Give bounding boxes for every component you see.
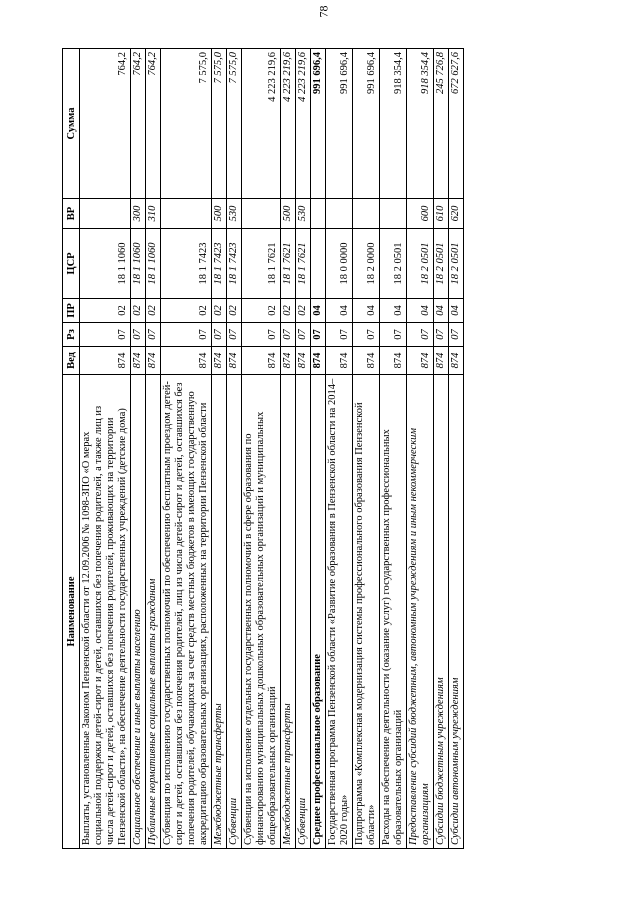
cell-name: Межбюджетные трансферты	[281, 375, 296, 849]
cell-pr: 02	[146, 299, 161, 323]
table-header-row	[63, 49, 80, 849]
cell-csr: 18 1 7621	[296, 229, 311, 299]
cell-name: Предоставление субсидий бюджетным, автономным учреждениям и иным некоммерческим организациям	[407, 375, 434, 849]
cell-rz: 07	[161, 323, 212, 347]
cell-sum: 245 726,8	[434, 49, 449, 199]
cell-csr: 18 1 7423	[212, 229, 227, 299]
cell-name: Подпрограмма «Комплексная модернизация системы профессионального образования Пензенской области»	[353, 375, 380, 849]
table-row	[380, 49, 407, 849]
header-ved: Вед	[63, 347, 80, 375]
cell-vr: 620	[449, 199, 464, 229]
cell-csr: 18 1 1060	[146, 229, 161, 299]
header-vr: ВР	[63, 199, 80, 229]
cell-csr: 18 1 1060	[80, 229, 131, 299]
cell-name: Публичные нормативные социальные выплаты гражданам	[146, 375, 161, 849]
cell-pr: 04	[353, 299, 380, 323]
cell-name: Межбюджетные трансферты	[212, 375, 227, 849]
cell-sum: 918 354,4	[407, 49, 434, 199]
header-pr: ПР	[63, 299, 80, 323]
cell-pr: 04	[434, 299, 449, 323]
table-row	[449, 49, 464, 849]
rotated-page-content	[62, 49, 556, 849]
cell-rz: 07	[227, 323, 242, 347]
table-row	[353, 49, 380, 849]
cell-vr: 530	[296, 199, 311, 229]
table-row	[281, 49, 296, 849]
cell-name: Субвенции на исполнение отдельных государственных полномочий в сфере образования по финансированию муниципальных дошкольных образовательных организаций и муниципальных общеобразовательных организаций	[242, 375, 281, 849]
cell-vr: 300	[131, 199, 146, 229]
cell-sum: 764,2	[80, 49, 131, 199]
cell-sum: 7 575,0	[227, 49, 242, 199]
cell-csr: 18 1 1060	[131, 229, 146, 299]
cell-csr: 18 2 0501	[380, 229, 407, 299]
cell-sum: 991 696,4	[353, 49, 380, 199]
cell-pr: 02	[161, 299, 212, 323]
cell-vr: 310	[146, 199, 161, 229]
cell-sum: 991 696,4	[326, 49, 353, 199]
cell-pr: 04	[380, 299, 407, 323]
cell-ved: 874	[434, 347, 449, 375]
cell-ved: 874	[353, 347, 380, 375]
cell-sum: 4 223 219,6	[242, 49, 281, 199]
cell-pr: 02	[131, 299, 146, 323]
cell-name: Субвенция по исполнению государственных полномочий по обеспечению бесплатным проездом детей-сирот и детей, оставшихся без попечения родителей, лиц из числа детей-сирот и детей, оставшихся без попечения родителей, обучающихся за счет средств местных бюджетов в имеющих государственную аккредитацию образовательных организациях, расположенных на территории Пензенской области	[161, 375, 212, 849]
cell-ved: 874	[281, 347, 296, 375]
cell-rz: 07	[380, 323, 407, 347]
cell-vr: 530	[227, 199, 242, 229]
header-csr: ЦСР	[63, 229, 80, 299]
cell-pr: 02	[227, 299, 242, 323]
cell-vr: 500	[212, 199, 227, 229]
cell-rz: 07	[281, 323, 296, 347]
cell-rz: 07	[311, 323, 326, 347]
cell-vr	[242, 199, 281, 229]
cell-pr: 02	[296, 299, 311, 323]
cell-vr	[80, 199, 131, 229]
cell-sum: 4 223 219,6	[281, 49, 296, 199]
cell-csr	[311, 229, 326, 299]
cell-csr: 18 2 0501	[449, 229, 464, 299]
cell-rz: 07	[407, 323, 434, 347]
cell-csr: 18 2 0501	[434, 229, 449, 299]
header-name: Наименование	[63, 375, 80, 849]
cell-vr	[311, 199, 326, 229]
cell-vr	[326, 199, 353, 229]
cell-csr: 18 1 7621	[242, 229, 281, 299]
cell-ved: 874	[407, 347, 434, 375]
cell-sum: 7 575,0	[161, 49, 212, 199]
header-rz: Рз	[63, 323, 80, 347]
cell-pr: 04	[449, 299, 464, 323]
cell-ved: 874	[80, 347, 131, 375]
cell-name: Субвенции	[296, 375, 311, 849]
cell-name: Субсидии автономным учреждениям	[449, 375, 464, 849]
cell-rz: 07	[146, 323, 161, 347]
cell-csr: 18 2 0501	[407, 229, 434, 299]
cell-pr: 02	[212, 299, 227, 323]
cell-vr: 600	[407, 199, 434, 229]
cell-csr: 18 2 0000	[353, 229, 380, 299]
cell-sum: 764,2	[146, 49, 161, 199]
cell-vr: 500	[281, 199, 296, 229]
table-row	[326, 49, 353, 849]
table-row	[146, 49, 161, 849]
table-row	[80, 49, 131, 849]
cell-ved: 874	[161, 347, 212, 375]
cell-rz: 07	[326, 323, 353, 347]
cell-pr: 02	[242, 299, 281, 323]
cell-rz: 07	[80, 323, 131, 347]
cell-name: Государственная программа Пензенской области «Развитие образования в Пензенской области на 2014–2020 годы»	[326, 375, 353, 849]
cell-vr	[353, 199, 380, 229]
cell-ved: 874	[296, 347, 311, 375]
cell-pr: 04	[311, 299, 326, 323]
cell-rz: 07	[449, 323, 464, 347]
budget-table	[62, 48, 464, 849]
header-sum: Сумма	[63, 49, 80, 199]
cell-name: Выплаты, установленные Законом Пензенской области от 12.09.2006 № 1098-ЗПО «О мерах социальной поддержки детей-сирот и детей, оставшихся без попечения родителей, а также лиц из числа детей-сирот и детей, оставшихся без попечения родителей, проживающих на территории Пензенской области», на обеспечение деятельности государственных учреждений (детские дома)	[80, 375, 131, 849]
cell-name: Социальное обеспечение и иные выплаты населению	[131, 375, 146, 849]
cell-ved: 874	[212, 347, 227, 375]
cell-csr: 18 1 7621	[281, 229, 296, 299]
cell-rz: 07	[131, 323, 146, 347]
cell-pr: 04	[407, 299, 434, 323]
cell-ved: 874	[449, 347, 464, 375]
cell-ved: 874	[227, 347, 242, 375]
cell-vr	[380, 199, 407, 229]
table-row	[212, 49, 227, 849]
table-row	[296, 49, 311, 849]
cell-csr: 18 1 7423	[227, 229, 242, 299]
cell-sum: 7 575,0	[212, 49, 227, 199]
cell-sum: 672 627,6	[449, 49, 464, 199]
cell-sum: 918 354,4	[380, 49, 407, 199]
cell-name: Субсидии бюджетным учреждениям	[434, 375, 449, 849]
cell-pr: 02	[281, 299, 296, 323]
cell-pr: 02	[80, 299, 131, 323]
cell-csr: 18 1 7423	[161, 229, 212, 299]
cell-sum: 764,2	[131, 49, 146, 199]
cell-csr: 18 0 0000	[326, 229, 353, 299]
table-row	[131, 49, 146, 849]
cell-name: Расходы на обеспечение деятельности (оказание услуг) государственных профессиональных образовательных организаций	[380, 375, 407, 849]
table-row	[227, 49, 242, 849]
cell-ved: 874	[311, 347, 326, 375]
cell-ved: 874	[242, 347, 281, 375]
table-row	[242, 49, 281, 849]
cell-ved: 874	[146, 347, 161, 375]
cell-vr	[161, 199, 212, 229]
cell-ved: 874	[131, 347, 146, 375]
cell-rz: 07	[242, 323, 281, 347]
cell-ved: 874	[326, 347, 353, 375]
cell-rz: 07	[353, 323, 380, 347]
cell-name: Среднее профессиональное образование	[311, 375, 326, 849]
cell-pr: 04	[326, 299, 353, 323]
table-row	[311, 49, 326, 849]
cell-name: Субвенции	[227, 375, 242, 849]
cell-ved: 874	[380, 347, 407, 375]
cell-vr: 610	[434, 199, 449, 229]
cell-sum: 4 223 219,6	[296, 49, 311, 199]
cell-rz: 07	[212, 323, 227, 347]
table-row	[434, 49, 449, 849]
cell-rz: 07	[434, 323, 449, 347]
table-row	[161, 49, 212, 849]
table-body	[80, 49, 464, 849]
cell-sum: 991 696,4	[311, 49, 326, 199]
cell-rz: 07	[296, 323, 311, 347]
page-number: 78	[316, 5, 331, 18]
table-row	[407, 49, 434, 849]
